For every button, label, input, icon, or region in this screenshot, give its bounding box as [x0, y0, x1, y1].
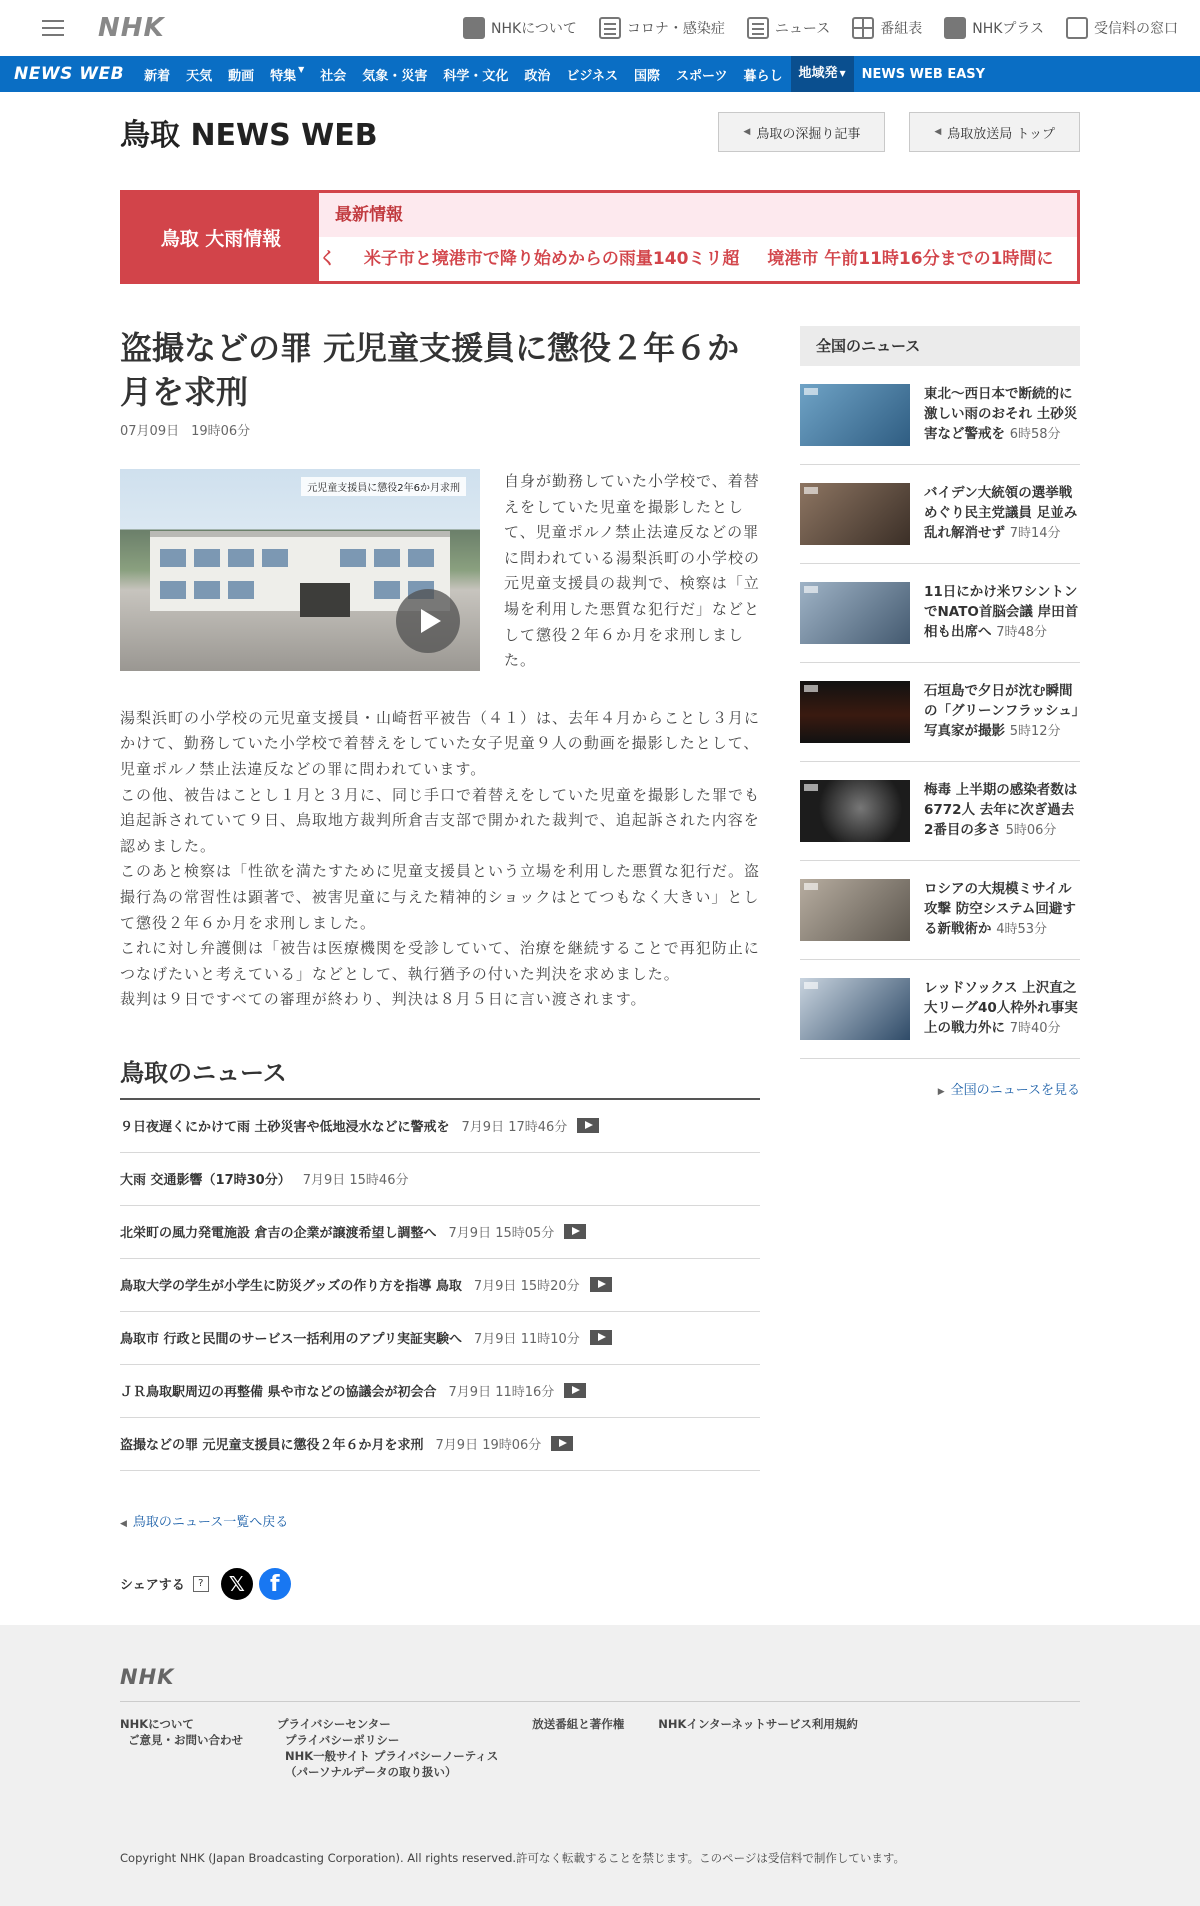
paragraph: このあと検察は「性欲を満たすために児童支援員という立場を利用した悪質な犯行だ。盗撮行為の常習性は顕著で、被害児童に与えた精神的ショックはとてつもなく大きい」として懲役２年６か月を求刑しました。 — [120, 862, 761, 932]
nav-sports[interactable]: スポーツ — [676, 68, 728, 84]
item-title: 鳥取大学の学生が小学生に防災グッズの作り方を指導 鳥取 — [120, 1279, 462, 1295]
copyright: Copyright NHK (Japan Broadcasting Corporation). All rights reserved.許可なく転載することを禁じます。このページは受信料で制作しています。 — [120, 1851, 905, 1865]
news-thumbnail — [800, 384, 910, 446]
video-icon — [564, 1383, 586, 1398]
topnav-label: 番組表 — [880, 21, 923, 37]
footer-col — [532, 1716, 624, 1780]
news-thumbnail — [800, 978, 910, 1040]
item-title: 盗撮などの罪 元児童支援員に懲役２年６か月を求刑 — [120, 1438, 424, 1454]
grid-icon — [852, 17, 874, 39]
news-thumbnail — [800, 483, 910, 545]
triangle-left-icon: ◀ — [120, 1518, 127, 1529]
button-label: 鳥取の深掘り記事 — [756, 126, 861, 142]
footer-col — [277, 1716, 498, 1780]
sidebar-news-item[interactable] — [800, 366, 1080, 465]
nav-science[interactable]: 科学・文化 — [443, 68, 509, 84]
news-title: 梅毒 上半期の感染者数は6772人 去年に次ぎ過去2番目の多さ — [924, 782, 1078, 838]
list-item[interactable] — [120, 1153, 760, 1206]
page-title[interactable]: 鳥取 NEWS WEB — [120, 118, 378, 153]
news-title: バイデン大統領の選挙戦めぐり民主党議員 足並み乱れ解消せず — [924, 485, 1078, 541]
nav-politics[interactable]: 政治 — [524, 68, 551, 84]
sidebar-news-item[interactable] — [800, 861, 1080, 960]
share-label: シェアする — [120, 1578, 185, 1594]
item-time: 7月9日 11時10分 — [474, 1332, 580, 1348]
paragraph: 湯梨浜町の小学校の元児童支援員・山崎哲平被告（４１）は、去年４月からことし３月にかけて、勤務していた小学校で着替えをしていた女子児童９人の動画を撮影したとして、児童ポルノ禁止法違反などの罪に問われています。 — [120, 708, 761, 778]
header-buttons — [718, 112, 1080, 152]
news-title: 11日にかけ米ワシントンでNATO首脳会議 岸田首相も出席へ — [924, 584, 1079, 640]
sidebar — [800, 326, 1080, 1600]
news-time: 4時53分 — [996, 922, 1048, 937]
lead-text: 自身が勤務していた小学校で、着替えをしていた児童を撮影したとして、児童ポルノ禁止法違反などの罪に問われている湯梨浜町の小学校の元児童支援員の裁判で、検察は「立場を利用した悪質な犯行だ」などとして懲役２年６か月を求刑しました。 — [504, 472, 761, 670]
news-title: 石垣島で夕日が沈む瞬間の「グリーンフラッシュ」写真家が撮影 — [924, 683, 1079, 739]
alert-ticker[interactable] — [319, 237, 1077, 281]
local-news-title: 鳥取のニュース — [120, 1053, 760, 1100]
national-news-list — [800, 366, 1080, 1059]
topnav-news[interactable] — [747, 17, 830, 39]
footer-col — [658, 1716, 858, 1780]
news-title: 東北～西日本で断続的に激しい雨のおそれ 土砂災害など警戒を — [924, 386, 1078, 442]
sidebar-news-item[interactable] — [800, 960, 1080, 1059]
news-time: 7時40分 — [1009, 1021, 1061, 1036]
article-lead — [120, 469, 760, 674]
footer-link[interactable]: プライバシーセンター — [277, 1717, 391, 1731]
topnav-label: NHKプラス — [972, 21, 1044, 37]
topnav-fee[interactable] — [1066, 17, 1178, 39]
more-national-news-link[interactable] — [800, 1079, 1080, 1098]
paragraph: これに対し弁護側は「被告は医療機関を受診していて、治療を継続することで再犯防止につなげたいと考えている」などとして、執行猶予の付いた判決を求めました。 — [120, 939, 760, 983]
footer-link[interactable]: （パーソナルデータの取り扱い） — [285, 1765, 457, 1779]
nav-business[interactable]: ビジネス — [566, 68, 618, 84]
news-icon — [747, 17, 769, 39]
topnav-label: ニュース — [774, 21, 831, 37]
topnav-nhkplus[interactable] — [944, 17, 1044, 39]
sidebar-news-item[interactable] — [800, 465, 1080, 564]
news-time: 5時06分 — [1005, 823, 1057, 838]
ticker-item: 境港市 午前11時16分までの1時間に — [767, 249, 1054, 269]
footer-link[interactable]: NHKについて — [120, 1717, 194, 1731]
page-container — [120, 92, 1080, 1600]
news-text — [924, 384, 1080, 446]
alert-label: 鳥取 大雨情報 — [123, 193, 319, 281]
local-news-list — [120, 1100, 760, 1471]
caret-down-icon: ▼ — [839, 69, 846, 78]
footer-logo[interactable]: NHK — [120, 1665, 1080, 1702]
nav-label: 特集 — [270, 68, 297, 84]
news-title: ロシアの大規模ミサイル攻撃 防空システム回避する新戦術か — [924, 881, 1076, 937]
sidebar-title: 全国のニュース — [800, 326, 1080, 366]
paragraph: 裁判は９日ですべての審理が終わり、判決は８月５日に言い渡されます。 — [120, 990, 647, 1009]
news-thumbnail — [800, 582, 910, 644]
topnav-label: NHKについて — [491, 21, 577, 37]
nav-easy[interactable]: NEWS WEB EASY — [861, 66, 986, 82]
nav-international[interactable]: 国際 — [633, 68, 660, 84]
footer-link[interactable]: NHK一般サイト プライバシーノーティス — [285, 1749, 499, 1763]
news-time: 7時48分 — [996, 625, 1048, 640]
category-nav — [0, 56, 1200, 92]
sidebar-news-item[interactable] — [800, 762, 1080, 861]
button-label: 鳥取放送局 トップ — [947, 126, 1055, 142]
station-top-button[interactable] — [909, 112, 1080, 152]
top-bar — [0, 0, 1200, 56]
main-column — [120, 326, 760, 1600]
footer-link[interactable]: NHKインターネットサービス利用規約 — [658, 1717, 858, 1731]
nav-weather[interactable]: 天気 — [186, 68, 213, 84]
list-item[interactable] — [120, 1418, 760, 1471]
list-item[interactable] — [120, 1259, 760, 1312]
video-icon — [551, 1436, 573, 1451]
x-share-icon[interactable]: 𝕏 — [221, 1568, 253, 1600]
item-time: 7月9日 19時06分 — [435, 1438, 542, 1454]
nav-new[interactable]: 新着 — [144, 68, 171, 84]
alert-body — [319, 193, 1077, 281]
topnav-label: コロナ・感染症 — [626, 21, 725, 37]
item-time: 7月9日 15時05分 — [448, 1226, 555, 1242]
footer-link[interactable]: 放送番組と著作権 — [532, 1717, 625, 1731]
topnav-corona[interactable] — [599, 17, 725, 39]
news-time: 6時58分 — [1009, 427, 1061, 442]
deep-dive-button[interactable] — [718, 112, 885, 152]
facebook-share-icon[interactable]: f — [259, 1568, 291, 1600]
nav-society[interactable]: 社会 — [320, 68, 347, 84]
ticker-item: く — [319, 249, 336, 269]
item-title: ＪＲ鳥取駅周辺の再整備 県や市などの協議会が初会合 — [120, 1385, 437, 1401]
paragraph: この他、被告はことし１月と３月に、同じ手口で着替えをしていた児童を撮影した罪でも追起訴されていて９日、鳥取地方裁判所倉吉支部で開かれた裁判で、追起訴された内容を認めました。 — [120, 785, 761, 855]
sidebar-news-item[interactable] — [800, 663, 1080, 762]
ticker-item: 米子市と境港市で降り始めからの雨量140ミリ超 — [363, 249, 740, 269]
sidebar-news-item[interactable] — [800, 564, 1080, 663]
virus-icon — [599, 17, 621, 39]
news-time: 7時14分 — [1009, 526, 1061, 541]
top-nav — [463, 17, 1178, 39]
list-item[interactable] — [120, 1100, 760, 1153]
news-thumbnail — [800, 681, 910, 743]
topnav-program-guide[interactable] — [852, 17, 922, 39]
news-text — [924, 582, 1080, 644]
date: 07月09日 — [120, 424, 180, 439]
article-body — [120, 706, 760, 1013]
news-thumbnail — [800, 780, 910, 842]
footer-col — [120, 1716, 243, 1780]
news-text — [924, 780, 1080, 842]
list-item[interactable] — [120, 1206, 760, 1259]
nhk-logo[interactable]: NHK — [98, 13, 165, 43]
item-title: 北栄町の風力発電施設 倉吉の企業が譲渡希望し調整へ — [120, 1226, 437, 1242]
heavy-rain-alert[interactable] — [120, 190, 1080, 284]
article-title: 盗撮などの罪 元児童支援員に懲役２年６か月を求刑 — [120, 329, 740, 411]
item-time: 7月9日 11時16分 — [448, 1385, 555, 1401]
nhkplus-icon — [944, 17, 966, 39]
item-time: 7月9日 15時46分 — [302, 1173, 409, 1189]
video-player[interactable] — [120, 469, 480, 671]
video-icon — [564, 1224, 586, 1239]
news-title: レッドソックス 上沢直之 大リーグ40人枠外れ事実上の戦力外に — [924, 980, 1078, 1036]
tv-icon — [1066, 17, 1088, 39]
news-time: 5時12分 — [1009, 724, 1061, 739]
article-date — [120, 420, 760, 439]
link-label: 全国のニュースを見る — [950, 1083, 1080, 1098]
item-title: 大雨 交通影響（17時30分） — [120, 1173, 291, 1189]
nav-regional[interactable] — [791, 56, 854, 92]
news-text — [924, 681, 1080, 743]
nhk-logo-icon — [463, 17, 485, 39]
footer — [0, 1625, 1200, 1906]
news-text — [924, 483, 1080, 545]
item-time: 7月9日 17時46分 — [461, 1120, 568, 1136]
footer-link[interactable]: ご意見・お問い合わせ — [128, 1733, 243, 1747]
news-text — [924, 978, 1080, 1040]
item-title: 鳥取市 行政と民間のサービス一括利用のアプリ実証実験へ — [120, 1332, 463, 1348]
footer-link[interactable]: プライバシーポリシー — [285, 1733, 400, 1747]
content-columns — [120, 326, 1080, 1600]
topnav-label: 受信料の窓口 — [1094, 21, 1178, 37]
nav-video[interactable]: 動画 — [228, 68, 255, 84]
page-header — [120, 92, 1080, 172]
share-bar — [120, 1568, 760, 1600]
news-text — [924, 879, 1080, 941]
back-to-list-link[interactable] — [120, 1511, 760, 1530]
menu-icon[interactable] — [42, 20, 64, 36]
play-icon[interactable] — [396, 589, 460, 653]
video-icon — [577, 1118, 599, 1133]
list-item[interactable] — [120, 1365, 760, 1418]
video-caption: 元児童支援員に懲役2年6か月求刑 — [301, 477, 466, 496]
alert-head: 最新情報 — [319, 193, 1077, 237]
triangle-left-icon: ◀ — [743, 127, 751, 137]
footer-container — [120, 1625, 1080, 1865]
list-item[interactable] — [120, 1312, 760, 1365]
nav-label: 地域発 — [798, 66, 838, 81]
triangle-left-icon: ◀ — [934, 127, 942, 137]
video-icon — [590, 1330, 612, 1345]
triangle-right-icon: ▶ — [937, 1087, 945, 1097]
time: 19時06分 — [191, 424, 251, 439]
news-web-logo[interactable]: NEWS WEB — [14, 64, 125, 84]
item-time: 7月9日 15時20分 — [473, 1279, 580, 1295]
link-label: 鳥取のニュース一覧へ戻る — [132, 1514, 289, 1530]
nav-disaster[interactable]: 気象・災害 — [362, 68, 428, 84]
footer-links — [120, 1716, 1080, 1780]
video-icon — [590, 1277, 612, 1292]
caret-down-icon: ▼ — [298, 64, 305, 74]
item-title: ９日夜遅くにかけて雨 土砂災害や低地浸水などに警戒を — [120, 1120, 450, 1136]
topnav-nhk-about[interactable] — [463, 17, 577, 39]
help-icon[interactable]: ? — [193, 1576, 209, 1592]
news-thumbnail — [800, 879, 910, 941]
nav-life[interactable]: 暮らし — [743, 68, 783, 84]
nav-features[interactable] — [262, 65, 312, 84]
